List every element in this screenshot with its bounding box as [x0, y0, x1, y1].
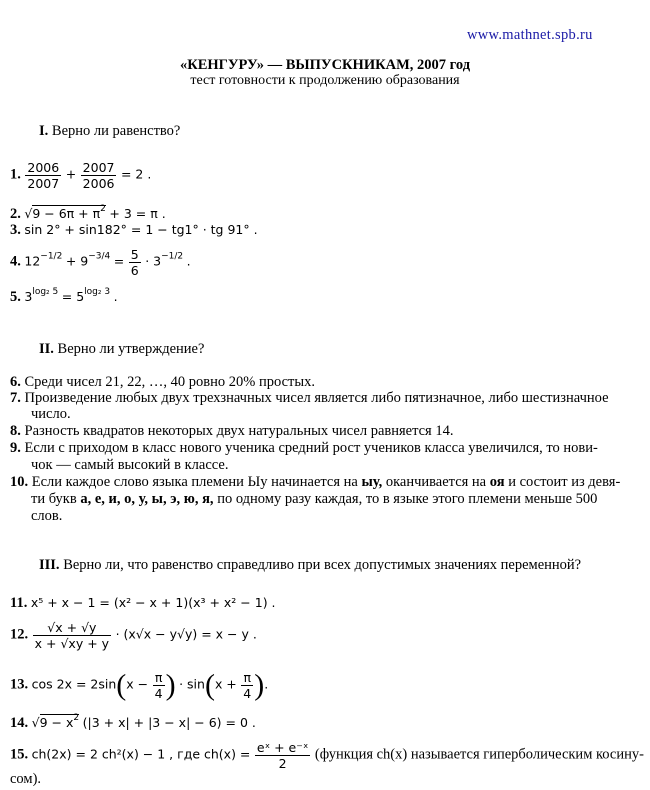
expression: · (x√x − y√y) = x − y . — [115, 626, 257, 642]
section-heading-1 — [39, 123, 180, 140]
term: · sin — [179, 676, 205, 692]
problem-text: (функция ch(x) называется гиперболическим косину- — [314, 746, 644, 763]
term: x + — [34, 636, 57, 651]
problem-text-line1: Произведение любых двух трехзначных чисел является либо пятизначное, либо шестизначное — [24, 390, 609, 406]
problem-number: 7. — [10, 390, 21, 406]
exponent: −1/2 — [40, 251, 63, 262]
section-title: Верно ли равенство? — [51, 123, 181, 139]
numerator: π — [153, 670, 165, 686]
term: √xy — [60, 636, 84, 651]
base: 12 — [24, 253, 41, 269]
problem-15-cont: сом). — [10, 771, 42, 787]
period: . — [113, 289, 118, 304]
problem-13: 13. cos 2x = 2sin(x − $\frac{\pi}{4}$ ) · sin(x + $\frac{\pi}{4}$ ). — [10, 668, 269, 702]
period: . — [186, 253, 191, 269]
section-title: Верно ли, что равенство справедливо при всех допустимых значениях переменной? — [63, 557, 582, 573]
exponent: log₂ 3 — [84, 287, 111, 297]
section-numeral: I. — [39, 123, 49, 139]
problem-7-cont: число. — [31, 406, 71, 422]
exponent: −3/4 — [88, 251, 111, 262]
equals: = — [113, 253, 125, 269]
base: 3 — [24, 289, 33, 304]
numerator: 2007 — [82, 160, 115, 175]
problem-number: 13. — [10, 676, 29, 693]
fraction — [241, 670, 253, 701]
problem-number: 15. — [10, 746, 29, 763]
problem-8 — [10, 423, 453, 440]
radicand-text: 9 − x — [39, 715, 74, 730]
problem-number: 14. — [10, 715, 29, 731]
problem-9-cont: чок — самый высокий в классе. — [31, 457, 229, 473]
denominator: 6 — [130, 263, 139, 278]
term: √x — [47, 620, 63, 635]
section-numeral: III. — [39, 557, 60, 573]
text-bold: ыу, — [361, 474, 383, 490]
problem-10-end: слов. — [31, 508, 63, 524]
problem-6 — [10, 374, 315, 391]
expression: x⁵ + x − 1 = (x² − x + 1)(x³ + x² − 1) . — [30, 595, 276, 610]
term: + y — [87, 636, 110, 651]
problem-10-cont — [31, 491, 597, 508]
radicand — [32, 205, 106, 221]
denominator: 2 — [278, 756, 287, 771]
problem-9 — [10, 440, 598, 457]
expression: + 3 = π . — [109, 206, 166, 221]
text: по одному разу каждая, то в языке этого племени меньше 500 — [217, 491, 598, 507]
problem-number: 8. — [10, 423, 21, 439]
problem-number: 9. — [10, 440, 21, 456]
fraction — [25, 160, 61, 191]
numerator — [33, 620, 111, 636]
text: Если каждое слово языка племени Ыу начинается на — [31, 474, 358, 490]
denominator: 4 — [154, 686, 163, 701]
denominator: 2006 — [82, 176, 115, 191]
term: · 3 — [145, 253, 162, 269]
numerator: 5 — [130, 247, 139, 262]
fraction — [153, 670, 165, 701]
problem-number: 6. — [10, 374, 21, 390]
problem-number: 12. — [10, 626, 29, 643]
exponent: 2 — [73, 713, 80, 723]
term: √y — [81, 620, 97, 635]
denominator — [33, 636, 111, 651]
radicand-text: 9 − 6π + π — [32, 206, 101, 221]
section-title: Верно ли утверждение? — [57, 341, 205, 357]
numerator: eˣ + e⁻ˣ — [256, 740, 309, 755]
expression: ch(2x) = 2 ch²(x) − 1 , где ch(x) = — [31, 746, 251, 762]
problem-number: 2. — [10, 206, 21, 222]
section-heading-3 — [39, 557, 581, 574]
fraction — [33, 620, 111, 651]
problem-12 — [10, 620, 257, 651]
problem-number: 3. — [10, 222, 21, 238]
exponent: log₂ 5 — [32, 287, 59, 297]
text: и состоит из девя- — [508, 474, 621, 490]
problem-number: 1. — [10, 166, 21, 183]
section-heading-2 — [39, 341, 204, 358]
problem-14: 14. $√9 - x^2$ (|3 + x| + |3 − x| − 6) = 0 . — [10, 713, 256, 731]
expression: (|3 + x| + |3 − x| − 6) = 0 . — [82, 715, 256, 730]
problem-10 — [10, 474, 620, 491]
text: ти букв — [31, 491, 77, 507]
problem-text-line1: Если с приходом в класс нового ученика средний рост учеников класса увеличился, то нови- — [24, 440, 598, 456]
problem-number: 5. — [10, 289, 21, 305]
site-url: www.mathnet.spb.ru — [467, 27, 593, 43]
plus: + — [66, 620, 78, 635]
problem-2: 2. $√9 - 6\pi + \pi^2 + 3 = \pi$ . — [10, 204, 166, 222]
term: cos 2x = 2sin — [31, 676, 117, 692]
expression: = 2 . — [120, 166, 152, 182]
problem-3 — [10, 222, 258, 239]
term: + 9 — [65, 253, 89, 269]
problem-11 — [10, 595, 276, 612]
term: = 5 — [61, 289, 85, 304]
term: x − — [126, 676, 149, 692]
fraction — [129, 247, 141, 278]
problem-text: Разность квадратов некоторых двух натуральных чисел равняется 14. — [24, 423, 454, 439]
fraction — [255, 740, 311, 771]
problem-15 — [10, 740, 644, 771]
exponent: −1/2 — [161, 251, 184, 262]
text-bold: а, е, и, о, у, ы, э, ю, я, — [80, 491, 214, 507]
radicand — [40, 714, 80, 730]
text: оканчивается на — [385, 474, 487, 490]
denominator: 4 — [243, 686, 252, 701]
denominator: 2007 — [27, 176, 60, 191]
document-title: «КЕНГУРУ» — ВЫПУСКНИКАМ, 2007 год — [179, 57, 471, 73]
problem-number: 11. — [10, 595, 28, 611]
problem-4 — [10, 247, 191, 278]
problem-1: 1. $\frac{2006}{2007}$ + $\frac{2007}{2006}$ = 2 . — [10, 160, 152, 191]
period: . — [264, 676, 269, 692]
section-numeral: II. — [39, 341, 54, 357]
expression: sin 2° + sin182° = 1 − tg1° · tg 91° . — [24, 222, 258, 237]
numerator: π — [241, 670, 253, 686]
problem-7 — [10, 390, 609, 407]
problem-number: 10. — [10, 474, 29, 490]
numerator: 2006 — [27, 160, 60, 175]
problem-5 — [10, 287, 118, 306]
document-subtitle: тест готовности к продолжению образования — [190, 73, 460, 88]
exponent: 2 — [100, 204, 106, 214]
problem-number: 4. — [10, 253, 21, 270]
term: x + — [214, 676, 237, 692]
text-bold: оя — [489, 474, 505, 490]
problem-text: Среди чисел 21, 22, …, 40 ровно 20% простых. — [24, 374, 315, 390]
fraction — [81, 160, 117, 191]
